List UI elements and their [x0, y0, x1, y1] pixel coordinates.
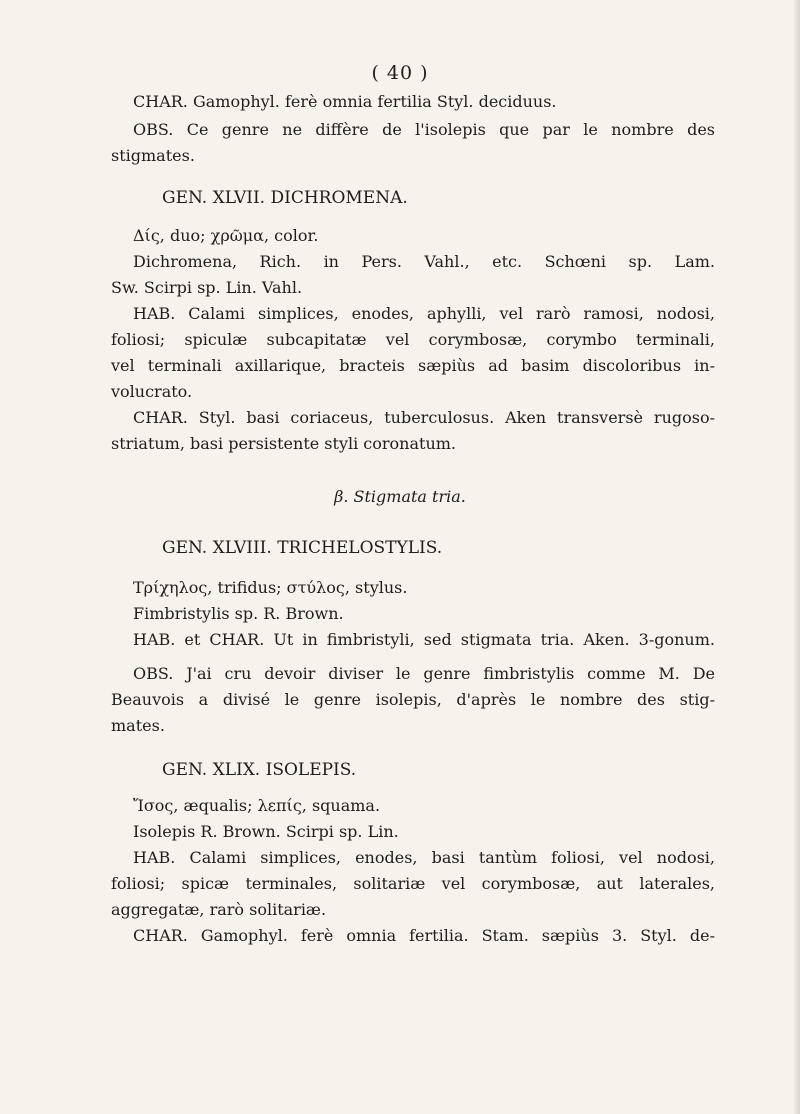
page-number: ( 40 )	[371, 62, 429, 84]
page-edge	[794, 0, 800, 1114]
text-line: mates.	[111, 716, 165, 735]
text-line: aggregatæ, rarò solitariæ.	[111, 900, 327, 919]
text-line: OBS. J'ai cru devoir diviser le genre fimbristylis comme M. De	[133, 664, 715, 683]
text-line: CHAR. Gamophyl. ferè omnia fertilia. Stam. sæpiùs 3. Styl. de-	[133, 926, 715, 945]
text-line: Δίς, duo; χρῶμα, color.	[133, 226, 319, 245]
text-line: GEN. XLVIII. TRICHELOSTYLIS.	[162, 538, 443, 558]
text-line: HAB. Calami simplices, enodes, aphylli, vel rarò ramosi, nodosi,	[133, 304, 715, 323]
text-line: HAB. et CHAR. Ut in fimbristyli, sed stigmata tria. Aken. 3-gonum.	[133, 630, 715, 649]
text-line: foliosi; spicæ terminales, solitariæ vel corymbosæ, aut laterales,	[111, 874, 715, 893]
text-line: CHAR. Gamophyl. ferè omnia fertilia Styl. deciduus.	[133, 92, 557, 111]
text-line: volucrato.	[111, 382, 193, 401]
text-line: CHAR. Styl. basi coriaceus, tuberculosus. Aken transversè rugoso-	[133, 408, 715, 427]
text-line: stigmates.	[111, 146, 195, 165]
text-line: Isolepis R. Brown. Scirpi sp. Lin.	[133, 822, 399, 841]
text-line: foliosi; spiculæ subcapitatæ vel corymbosæ, corymbo terminali,	[111, 330, 715, 349]
text-line: Ἴσος, æqualis; λεπίς, squama.	[133, 796, 381, 815]
text-line: HAB. Calami simplices, enodes, basi tantùm foliosi, vel nodosi,	[133, 848, 715, 867]
text-line: Dichromena, Rich. in Pers. Vahl., etc. Schœni sp. Lam.	[133, 252, 715, 271]
text-line: Sw. Scirpi sp. Lin. Vahl.	[111, 278, 303, 297]
text-line: Beauvois a divisé le genre isolepis, d'après le nombre des stig-	[111, 690, 715, 709]
text-line: β. Stigmata tria.	[334, 487, 466, 506]
text-line: OBS. Ce genre ne diffère de l'isolepis que par le nombre des	[133, 120, 715, 139]
text-line: vel terminali axillarique, bracteis sæpiùs ad basim discoloribus in-	[111, 356, 715, 375]
text-line: GEN. XLVII. DICHROMENA.	[162, 188, 408, 208]
text-line: striatum, basi persistente styli coronatum.	[111, 434, 457, 453]
text-line: Fimbristylis sp. R. Brown.	[133, 604, 344, 623]
text-line: GEN. XLIX. ISOLEPIS.	[162, 760, 357, 780]
text-line: Τρίχηλος, trifidus; στύλος, stylus.	[133, 578, 408, 597]
